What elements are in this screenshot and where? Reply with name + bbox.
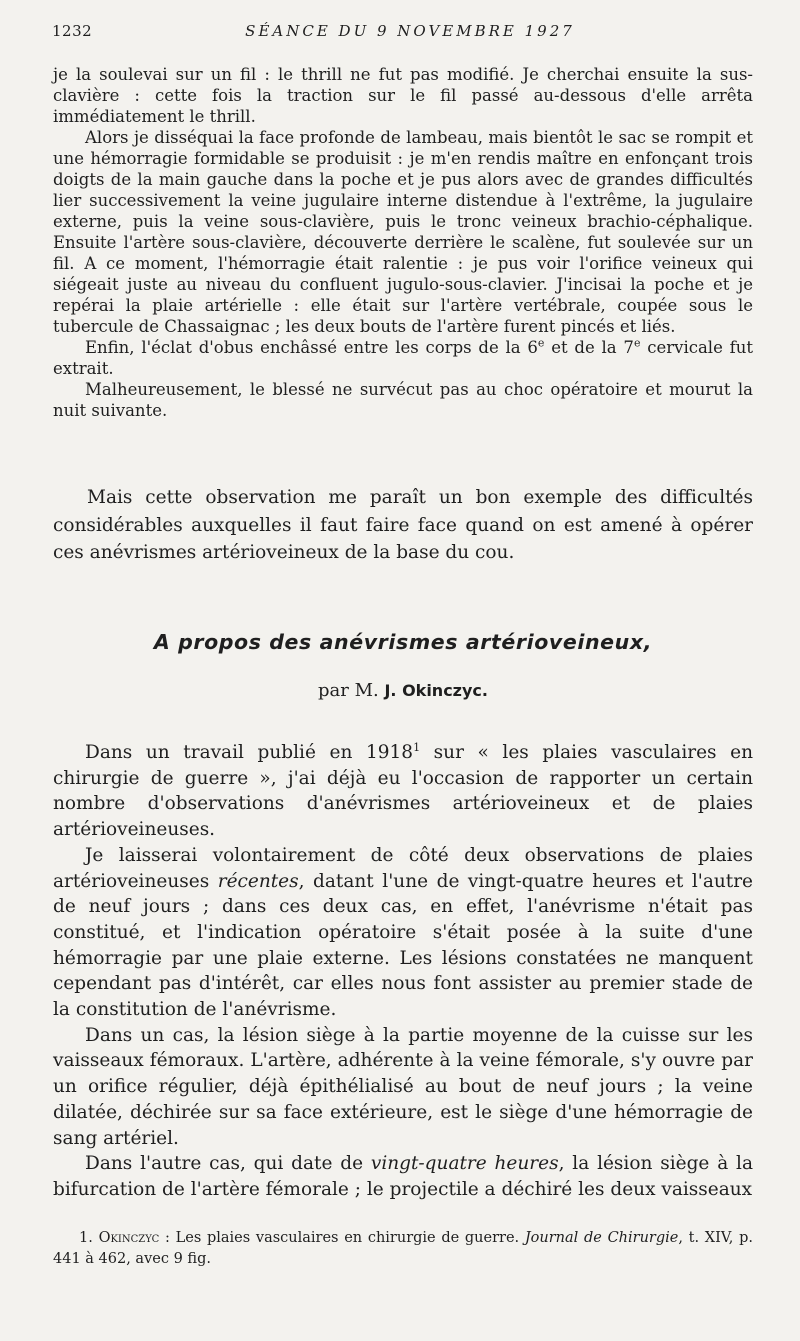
footnote: 1. Okinczyc : Les plaies vasculaires en chirurgie de guerre. Journal de Chirurgie, t. XIV, p. 441 à 462, avec 9 fig. xyxy=(53,1230,753,1267)
footnote-ref: 1 xyxy=(413,740,421,754)
article-body xyxy=(53,740,753,1203)
article-author: par M. J. Okinczyc. xyxy=(318,680,488,701)
running-title: SÉANCE DU 9 NOVEMBRE 1927 xyxy=(245,22,575,40)
paragraph: Dans un cas, la lésion siège à la partie moyenne de la cuisse sur les vaisseaux fémoraux. L'artère, adhérente à la veine fémorale, s'y ouvre par un orifice régulier, déjà épithélialisé au bout de neuf jours ; la veine dilatée, déchirée sur sa face extérieure, est le siège d'une hémorragie de sang artériel. xyxy=(53,1024,753,1149)
paragraph: Malheureusement, le blessé ne survécut pas au choc opératoire et mourut la nuit suivante. xyxy=(53,380,753,420)
paragraph: Dans l'autre cas, qui date de vingt-quatre heures, la lésion siège à la bifurcation de l'artère fémorale ; le projectile a déchiré les deux vaisseaux xyxy=(53,1153,753,1200)
conclusion-block xyxy=(53,484,753,567)
paragraph: Dans un travail publié en 1918$^1$ sur « les plaies vasculaires en chirurgie de guerre », j'ai déjà eu l'occasion de rapporter un certain nombre d'observations d'anévrismes artérioveineux et de plaies artérioveineuses. xyxy=(53,740,754,841)
paragraph: Enfin, l'éclat d'obus enchâssé entre les corps de la 6e et de la 7e cervicale fut extrait. xyxy=(53,336,754,378)
paragraph: Mais cette observation me paraît un bon exemple des difficultés considérables auxquelles il faut faire face quand on est amené à opérer ces anévrismes artérioveineux de la base du cou. xyxy=(53,487,753,563)
article-title: A propos des anévrismes artérioveineux, xyxy=(153,630,653,654)
continued-observation xyxy=(53,64,753,421)
paragraph: Alors je disséquai la face profonde de lambeau, mais bientôt le sac se rompit et une hémorragie formidable se produisit : je m'en rendis maître en enfonçant trois doigts de la main gauche dans la poche et je pus alors avec de grandes difficultés lier successivement la veine jugulaire interne distendue à l'extrême, la jugulaire externe, puis la veine sous-clavière, puis le tronc veineux brachio-céphalique. Ensuite l'artère sous-clavière, découverte derrière le scalène, fut soulevée sur un fil. A ce moment, l'hémorragie était ralentie : je pus voir l'orifice veineux qui siégeait juste au niveau du confluent jugulo-sous-clavier. J'incisai la poche et je repérai la plaie artérielle : elle était sur l'artère vertébrale, coupée sous le tubercule de Chassaignac ; les deux bouts de l'artère furent pincés et liés. xyxy=(53,128,753,336)
page-number: 1232 xyxy=(52,22,93,40)
paragraph: je la soulevai sur un fil : le thrill ne fut pas modifié. Je cherchai ensuite la sus-clavière : cette fois la traction sur le fil passé au-dessous d'elle arrêta immédiatement le thrill. xyxy=(53,65,753,126)
page-header xyxy=(52,22,768,46)
paragraph: Je laisserai volontairement de côté deux observations de plaies artérioveineuses récentes, datant l'une de vingt-quatre heures et l'autre de neuf jours ; dans ces deux cas, en effet, l'anévrisme n'était pas constitué, et l'indication opératoire s'était posée à la suite d'une hémorragie par une plaie externe. Les lésions constatées ne manquent cependant pas d'intérêt, car elles nous font assister au premier stade de la constitution de l'anévrisme. xyxy=(53,844,753,1021)
